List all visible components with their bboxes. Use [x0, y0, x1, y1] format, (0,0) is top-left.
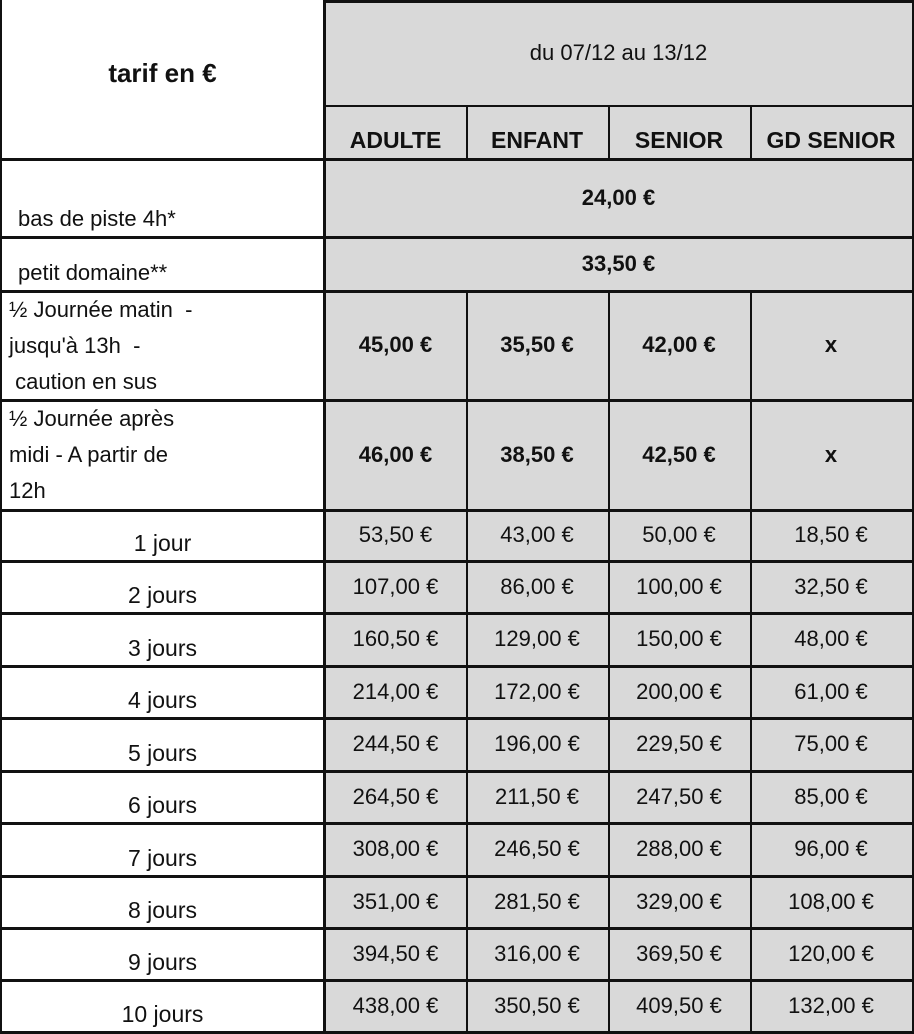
border-horizontal [0, 665, 914, 668]
border-vertical [466, 291, 468, 1032]
price-cell: 288,00 € [608, 823, 750, 876]
price-cell: 120,00 € [750, 928, 912, 980]
price-cell: 45,00 € [325, 291, 466, 400]
price-cell: 129,00 € [466, 613, 608, 666]
price-cell: 172,00 € [466, 666, 608, 718]
price-cell: 229,50 € [608, 718, 750, 771]
row-label: bas de piste 4h* [18, 205, 176, 231]
column-header: GD SENIOR [750, 106, 912, 159]
border-vertical [608, 106, 610, 159]
period-header: du 07/12 au 13/12 [325, 0, 912, 106]
price-cell: 150,00 € [608, 613, 750, 666]
border-horizontal [0, 399, 914, 402]
price-cell: 86,00 € [466, 561, 608, 613]
corner-title: tarif en € [108, 58, 217, 88]
price-cell: 244,50 € [325, 718, 466, 771]
price-cell: 42,00 € [608, 291, 750, 400]
border-horizontal [0, 927, 914, 930]
price-cell: 108,00 € [750, 876, 912, 928]
price-cell: 316,00 € [466, 928, 608, 980]
row-label-line: midi - A partir de [9, 442, 168, 467]
merged-price: 33,50 € [325, 237, 912, 291]
row-label: 2 jours [127, 582, 198, 609]
price-cell: 281,50 € [466, 876, 608, 928]
column-header: ENFANT [466, 106, 608, 159]
price-cell: 438,00 € [325, 980, 466, 1032]
column-header: SENIOR [608, 106, 750, 159]
row-label: 4 jours [127, 687, 198, 714]
border-horizontal [0, 509, 914, 512]
border-horizontal [325, 105, 912, 107]
price-cell: 42,50 € [608, 400, 750, 510]
price-cell: 43,00 € [466, 510, 608, 561]
row-label: 1 jour [133, 530, 192, 557]
row-label-line: jusqu'à 13h - [9, 332, 141, 358]
price-cell: 308,00 € [325, 823, 466, 876]
row-label-line: 12h [9, 478, 46, 503]
price-cell: 35,50 € [466, 291, 608, 400]
price-cell: 75,00 € [750, 718, 912, 771]
price-cell: 48,00 € [750, 613, 912, 666]
row-label: 5 jours [127, 740, 198, 767]
price-cell: 85,00 € [750, 771, 912, 823]
row-label [0, 400, 325, 510]
price-cell: 214,00 € [325, 666, 466, 718]
row-label: petit domaine** [18, 259, 168, 285]
price-cell: 132,00 € [750, 980, 912, 1032]
border-horizontal [0, 612, 914, 615]
border-horizontal [0, 158, 914, 161]
price-cell: 350,50 € [466, 980, 608, 1032]
price-cell: x [750, 291, 912, 400]
price-cell: 196,00 € [466, 718, 608, 771]
border-horizontal [0, 822, 914, 825]
price-cell: 394,50 € [325, 928, 466, 980]
price-cell: 107,00 € [325, 561, 466, 613]
border-vertical [323, 0, 326, 1033]
price-cell: 38,50 € [466, 400, 608, 510]
border-horizontal [0, 236, 914, 239]
price-cell: 211,50 € [466, 771, 608, 823]
price-cell: x [750, 400, 912, 510]
price-cell: 46,00 € [325, 400, 466, 510]
border-horizontal [0, 717, 914, 720]
merged-price: 24,00 € [325, 159, 912, 237]
price-cell: 32,50 € [750, 561, 912, 613]
price-cell: 61,00 € [750, 666, 912, 718]
border-vertical [0, 0, 2, 1033]
price-cell: 96,00 € [750, 823, 912, 876]
row-label: 3 jours [127, 635, 198, 662]
price-cell: 351,00 € [325, 876, 466, 928]
price-cell: 200,00 € [608, 666, 750, 718]
row-label-line: ½ Journée matin - [9, 296, 193, 322]
border-horizontal [0, 290, 914, 293]
price-cell: 160,50 € [325, 613, 466, 666]
border-horizontal [0, 770, 914, 773]
price-cell: 50,00 € [608, 510, 750, 561]
price-cell: 53,50 € [325, 510, 466, 561]
border-vertical [466, 106, 468, 159]
price-cell: 409,50 € [608, 980, 750, 1032]
column-header: ADULTE [325, 106, 466, 159]
border-vertical [750, 106, 752, 159]
row-label: 9 jours [127, 949, 198, 976]
row-label-line: ½ Journée après [9, 406, 175, 431]
border-vertical [608, 291, 610, 1032]
border-horizontal [0, 979, 914, 982]
price-cell: 369,50 € [608, 928, 750, 980]
row-label: 7 jours [127, 845, 198, 872]
row-label-line: caution en sus [9, 368, 157, 394]
price-cell: 246,50 € [466, 823, 608, 876]
row-label: 8 jours [127, 897, 198, 924]
border-horizontal [0, 560, 914, 563]
border-vertical [750, 291, 752, 1032]
row-label: 6 jours [127, 792, 198, 819]
price-cell: 264,50 € [325, 771, 466, 823]
row-label: 10 jours [121, 1001, 204, 1028]
price-cell: 329,00 € [608, 876, 750, 928]
border-horizontal [325, 0, 914, 3]
price-cell: 18,50 € [750, 510, 912, 561]
price-cell: 247,50 € [608, 771, 750, 823]
row-label [0, 291, 325, 400]
price-cell: 100,00 € [608, 561, 750, 613]
border-horizontal [0, 875, 914, 878]
